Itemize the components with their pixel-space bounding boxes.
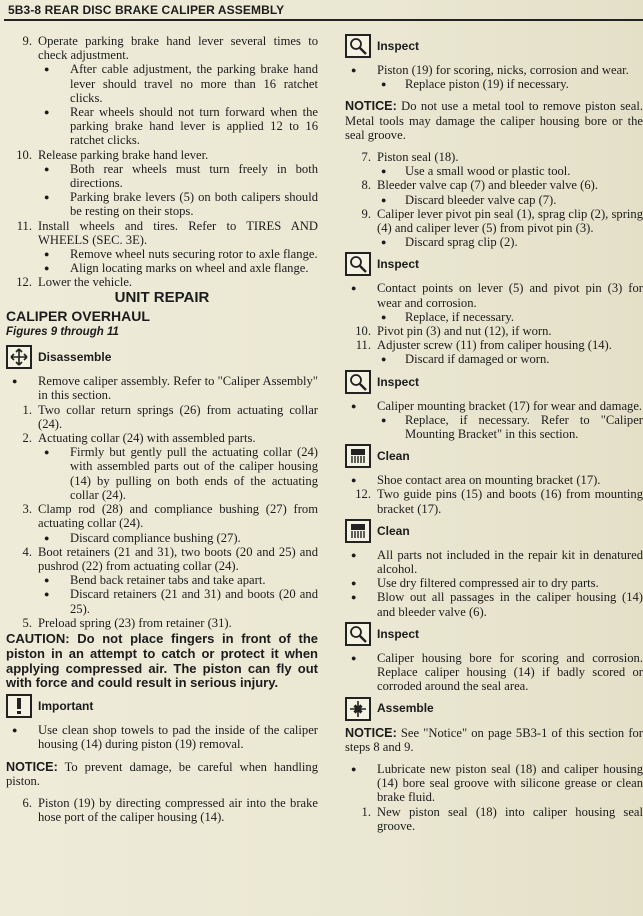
step-r12: 12. Two guide pins (15) and boots (16) from mounting bracket (17). — [355, 487, 643, 516]
step-r9: 9. Caliper lever pivot pin seal (1), sprag clip (2), spring (4) and caliper lever (5) from pivot pin (3). — [361, 206, 643, 236]
assemble-label: Assemble — [377, 701, 434, 716]
header-rule — [4, 19, 643, 21]
bullet: ● Parking brake levers (5) on both calipers should be resting on their stops. — [6, 190, 318, 218]
bullet: ● Use dry filtered compressed air to dry parts. — [345, 576, 643, 590]
caliper-overhaul-heading: CALIPER OVERHAUL — [6, 307, 150, 324]
bullet: ● Align locating marks on wheel and axle flange. — [6, 261, 318, 275]
bullet: ● Firmly but gently pull the actuating collar (24) with assembled parts out of the caliper housing (14) by pulling on both ends of the actuating collar (24). — [6, 445, 318, 502]
bullet: ● Bend back retainer tabs and take apart. — [6, 573, 318, 587]
bullet: ● Blow out all passages in the caliper housing (14) and bleeder valve (6). — [345, 590, 643, 618]
bullet: ● After cable adjustment, the parking brake hand lever should travel no more than 16 ratchet clicks. — [6, 62, 318, 105]
step-a1: 1. New piston seal (18) into caliper housing seal groove. — [361, 804, 643, 833]
figures-reference: Figures 9 through 11 — [6, 326, 119, 339]
bullet: ● Shoe contact area on mounting bracket (17). — [345, 473, 643, 487]
bullet: ● Both rear wheels must turn freely in both directions. — [6, 162, 318, 190]
step-r7: 7. Piston seal (18). — [361, 150, 459, 165]
step-r10: 10. Pivot pin (3) and nut (12), if worn. — [355, 324, 552, 339]
bullet: ● Replace, if necessary. — [345, 310, 643, 324]
bullet: ● Rear wheels should not turn forward when the parking brake hand lever is applied 12 to 16 ratchet clicks. — [6, 105, 318, 148]
bullet: ● Caliper mounting bracket (17) for wear and damage. — [345, 399, 643, 413]
important-icon — [6, 694, 32, 718]
inspect-block-2 — [345, 252, 643, 276]
notice-2: NOTICE: Do not use a metal tool to remove piston seal. Metal tools may damage the caliper housing bore or the seal groove. — [345, 99, 643, 142]
bullet: ● Replace piston (19) if necessary. — [345, 77, 643, 91]
bullet: ● Use a small wood or plastic tool. — [345, 164, 643, 178]
clean-label: Clean — [377, 449, 410, 464]
disassemble-block — [6, 345, 318, 369]
assemble-icon — [345, 697, 371, 721]
step-r8: 8. Bleeder valve cap (7) and bleeder valve (6). — [361, 178, 598, 193]
bullet: ● Discard sprag clip (2). — [345, 235, 643, 249]
clean-brush-icon — [345, 444, 371, 468]
important-block — [6, 694, 318, 718]
clean-brush-icon — [345, 519, 371, 543]
magnifier-icon — [345, 34, 371, 58]
important-label: Important — [38, 699, 94, 713]
bullet: ● Discard bleeder valve cap (7). — [345, 193, 643, 207]
bullet: ● Discard compliance bushing (27). — [6, 531, 318, 545]
clean-block-2 — [345, 519, 643, 543]
notice-1: NOTICE: To prevent damage, be careful when handling piston. — [6, 759, 318, 788]
bullet: ● Remove wheel nuts securing rotor to axle flange. — [6, 247, 318, 261]
step-r11: 11. Adjuster screw (11) from caliper housing (14). — [355, 338, 612, 353]
page-header — [0, 0, 643, 20]
notice-3: NOTICE: See "Notice" on page 5B3-1 of this section for steps 8 and 9. — [345, 725, 643, 754]
caution-text: CAUTION: Do not place fingers in front of the piston in an attempt to catch or protect it when applying compressed air. The piston can fly out with force and could result in serious injury. — [6, 630, 318, 691]
magnifier-icon — [345, 622, 371, 646]
step-d3: 3. Clamp rod (28) and compliance bushing (27) from actuating collar (24). — [22, 502, 318, 531]
bullet: ● Use clean shop towels to pad the inside of the caliper housing (14) during piston (19) removal. — [6, 723, 318, 751]
page-title: 5B3-8 REAR DISC BRAKE CALIPER ASSEMBLY — [8, 3, 285, 17]
right-column — [345, 34, 643, 833]
step-d5: 5. Preload spring (23) from retainer (31). — [22, 615, 232, 630]
step-d1: 1. Two collar return springs (26) from actuating collar (24). — [22, 402, 318, 431]
bullet: ● Piston (19) for scoring, nicks, corrosion and wear. — [345, 63, 643, 77]
step-9: 9. Operate parking brake hand lever several times to check adjustment. — [22, 34, 318, 63]
unit-repair-heading: UNIT REPAIR — [114, 288, 210, 306]
step-d4: 4. Boot retainers (21 and 31), two boots (20 and 25) and pushrod (22) from actuating collar (24). — [22, 544, 318, 573]
bullet: ● Caliper housing bore for scoring and corrosion. Replace caliper housing (14) if badly scored or corroded around the seal area. — [345, 651, 643, 694]
bullet: ● Lubricate new piston seal (18) and caliper housing (14) bore seal groove with silicone grease or clean brake fluid. — [345, 762, 643, 805]
inspect-block-4 — [345, 622, 643, 646]
magnifier-icon — [345, 370, 371, 394]
magnifier-icon — [345, 252, 371, 276]
bullet: ● All parts not included in the repair kit in denatured alcohol. — [345, 548, 643, 576]
inspect-label: Inspect — [377, 374, 420, 389]
clean-label: Clean — [377, 523, 410, 538]
disassemble-icon — [6, 345, 32, 369]
bullet: ● Discard retainers (21 and 31) and boots (20 and 25). — [6, 587, 318, 615]
inspect-block-3 — [345, 370, 643, 394]
bullet: ● Contact points on lever (5) and pivot pin (3) for wear and corrosion. — [345, 281, 643, 309]
inspect-label: Inspect — [377, 626, 420, 641]
inspect-label: Inspect — [377, 257, 420, 272]
bullet: ● Remove caliper assembly. Refer to "Caliper Assembly" in this section. — [6, 374, 318, 402]
step-d2: 2. Actuating collar (24) with assembled parts. — [22, 431, 256, 446]
inspect-block-1 — [345, 34, 643, 58]
clean-block-1 — [345, 444, 643, 468]
bullet: ● Discard if damaged or worn. — [345, 352, 643, 366]
step-12: 12. Lower the vehicle. — [16, 275, 133, 290]
step-d6: 6. Piston (19) by directing compressed air into the brake hose port of the caliper housing (14). — [22, 795, 318, 825]
assemble-block — [345, 697, 643, 721]
left-column — [6, 34, 318, 824]
step-10: 10. Release parking brake hand lever. — [16, 147, 209, 162]
bullet: ● Replace, if necessary. Refer to "Caliper Mounting Bracket" in this section. — [345, 413, 643, 441]
step-11: 11. Install wheels and tires. Refer to TIRES AND WHEELS (SEC. 3E). — [16, 218, 318, 247]
inspect-label: Inspect — [377, 38, 420, 53]
disassemble-label: Disassemble — [38, 350, 112, 365]
